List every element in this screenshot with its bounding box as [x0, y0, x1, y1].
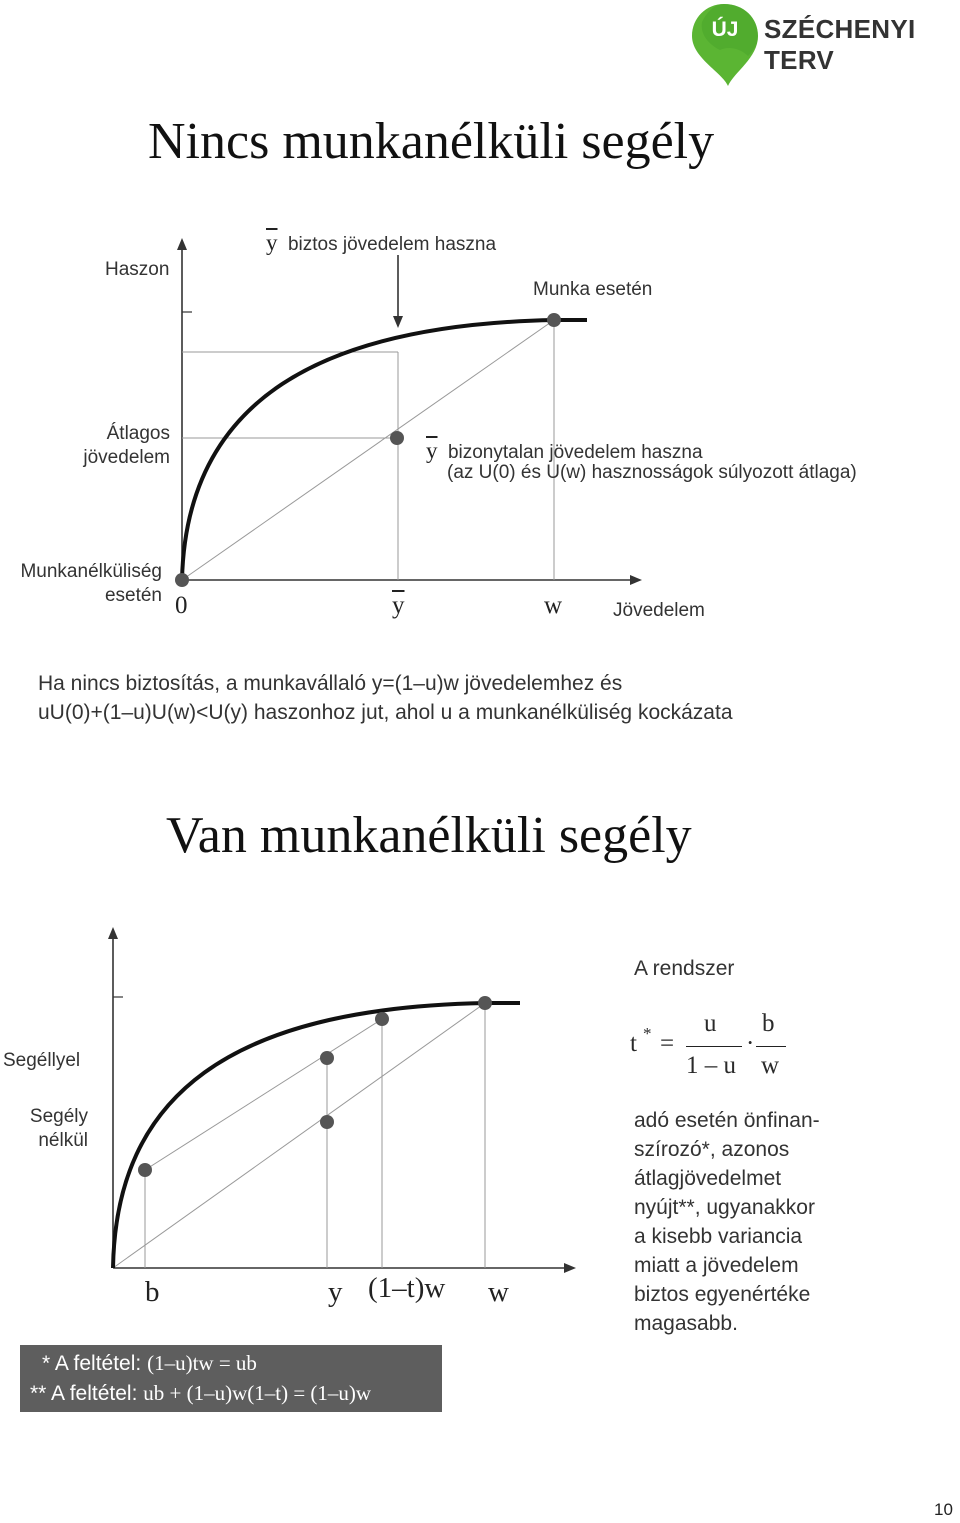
point-u0	[175, 573, 189, 587]
sure-income-label: $\overline{y}$ biztos jövedelem haszna	[266, 230, 497, 255]
without-benefit-label: Segély nélkül	[29, 1106, 88, 1151]
logo-text: SZÉCHENYI TERV	[764, 14, 916, 75]
x-tick-0: 0	[175, 592, 188, 619]
avg-income-label: Átlagos jövedelem	[83, 423, 170, 468]
condition-2: ** A feltétel: ub + (1–u)w(1–t) = (1–u)w	[30, 1381, 372, 1405]
unemployment-label: Munkanélküliség esetén	[20, 561, 162, 606]
point-ybar	[390, 431, 404, 445]
note-line-1: Ha nincs biztosítás, a munkavállaló y=(1–u)w jövedelemhez és	[38, 672, 623, 695]
x-tick-w: w	[544, 592, 563, 619]
point-uw	[547, 313, 561, 327]
uncertain-income-label-2: (az U(0) és U(w) hasznosságok súlyozott átlaga)	[447, 462, 857, 483]
explanation-text: adó esetén önfinan- szírozó*, azonos átlagjövedelmet nyújt**, ugyanakkor a kisebb variancia miatt a jövedelem biztos egyenértéke magasabb.	[634, 1109, 820, 1335]
system-label: A rendszer	[634, 957, 735, 980]
x-axis-label: Jövedelem	[613, 600, 705, 621]
conditions-box	[20, 1345, 442, 1412]
page-number: 10	[934, 1500, 953, 1519]
condition-1: * A feltétel: (1–u)tw = ub	[42, 1351, 257, 1375]
uncertain-income-label: $\overline{y}$ bizonytalan jövedelem haszna	[426, 438, 703, 463]
note-line-2: uU(0)+(1–u)U(w)<U(y) haszonhoz jut, ahol u a munkanélküliség kockázata	[38, 701, 733, 724]
x-tick-b: b	[145, 1276, 160, 1308]
x-tick-y: y	[328, 1276, 343, 1308]
section1-title: Nincs munkanélküli segély	[148, 113, 715, 170]
with-benefit-label: Segéllyel	[3, 1050, 81, 1071]
logo-badge: ÚJ	[711, 18, 739, 41]
section2-title: Van munkanélküli segély	[166, 807, 692, 864]
y-axis-label: Haszon	[105, 259, 170, 280]
x-tick-w2: w	[488, 1276, 509, 1308]
x-tick-1tw: (1–t)w	[368, 1272, 446, 1304]
tax-formula: t * = u 1 – u · b w	[630, 1010, 810, 1090]
work-label: Munka esetén	[533, 279, 653, 300]
x-tick-ybar: $\overline{y}$	[392, 592, 405, 619]
